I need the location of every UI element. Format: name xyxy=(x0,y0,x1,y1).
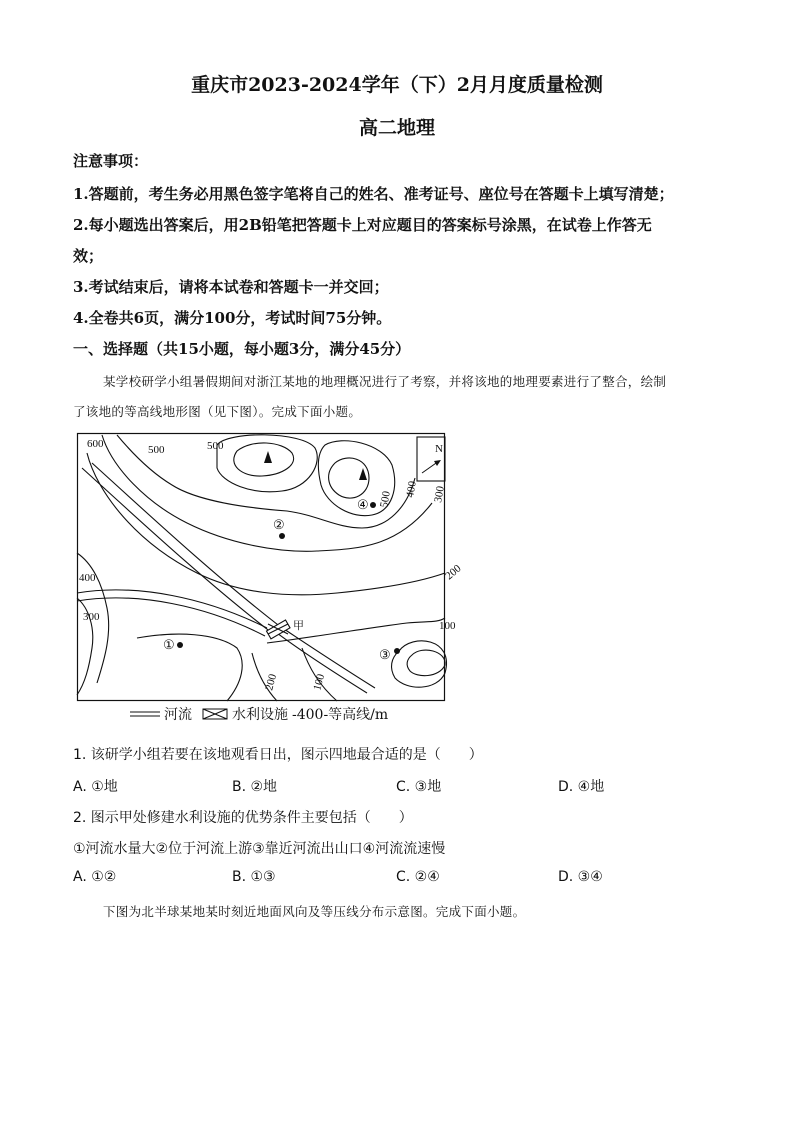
question-1-stem: 1. 该研学小组若要在该地观看日出，图示四地最合适的是（ ） xyxy=(73,747,483,763)
q1-option-c: C. ③地 xyxy=(396,779,442,795)
q2-option-d: D. ③④ xyxy=(558,869,603,885)
contour-label-500b: 500 xyxy=(207,440,224,452)
point-jia-label: 甲 xyxy=(293,620,304,632)
contour-label-200b: 200 xyxy=(263,672,280,692)
legend-facility: 水利设施 xyxy=(232,707,288,723)
point-1-label: ① xyxy=(163,637,175,652)
q2-option-c: C. ②④ xyxy=(396,869,440,885)
passage-1-line-1: 某学校研学小组暑假期间对浙江某地的地理概况进行了考察，并将该地的地理要素进行了整合，绘制 xyxy=(103,374,667,389)
contour-label-300b: 300 xyxy=(83,611,100,623)
q1-option-b: B. ②地 xyxy=(232,779,278,795)
section-heading: 一、选择题（共15小题，每小题3分，满分45分） xyxy=(73,340,411,358)
contour-label-100b: 100 xyxy=(311,672,328,692)
map-legend xyxy=(130,704,388,724)
point-2-label: ② xyxy=(273,517,285,532)
contour-label-600: 600 xyxy=(87,438,104,450)
contour-map xyxy=(77,433,464,701)
contour-label-400a: 400 xyxy=(404,480,419,499)
exam-title: 重庆市2023-2024学年（下）2月月度质量检测 xyxy=(191,74,603,96)
contour-label-100a: 100 xyxy=(439,620,456,632)
notice-item-1: 1.答题前，考生务必用黑色签字笔将自己的姓名、准考证号、座位号在答题卡上填写清楚； xyxy=(73,185,674,203)
river-legend-icon xyxy=(130,709,160,719)
point-4-label: ④ xyxy=(357,497,369,512)
notice-heading: 注意事项： xyxy=(73,152,149,170)
facility-legend-icon xyxy=(202,708,228,720)
passage-2: 下图为北半球某地某时刻近地面风向及等压线分布示意图。完成下面小题。 xyxy=(103,904,526,919)
contour-label-400b: 400 xyxy=(79,572,96,584)
contour-label-200a: 200 xyxy=(443,562,464,583)
q2-option-a: A. ①② xyxy=(73,869,117,885)
contour-label-500a: 500 xyxy=(148,444,165,456)
notice-item-3: 3.考试结束后，请将本试卷和答题卡一并交回； xyxy=(73,278,389,296)
contour-label-500c: 500 xyxy=(378,490,393,509)
notice-item-4: 4.全卷共6页，满分100分，考试时间75分钟。 xyxy=(73,309,392,327)
q1-option-a: A. ①地 xyxy=(73,779,118,795)
point-3-label: ③ xyxy=(379,647,391,662)
contour-label-300a: 300 xyxy=(432,485,447,504)
question-2-conditions: ①河流水量大②位于河流上游③靠近河流出山口④河流流速慢 xyxy=(73,841,446,857)
exam-subject: 高二地理 xyxy=(358,117,435,139)
passage-1-line-2: 了该地的等高线地形图（见下图）。完成下面小题。 xyxy=(73,404,362,419)
q2-option-b: B. ①③ xyxy=(232,869,276,885)
q1-option-d: D. ④地 xyxy=(558,779,605,795)
notice-item-2-cont: 效； xyxy=(73,247,104,265)
notice-item-2: 2.每小题选出答案后，用2B铅笔把答题卡上对应题目的答案标号涂黑，在试卷上作答无 xyxy=(73,216,652,234)
legend-contour: -400-等高线/m xyxy=(292,707,389,723)
north-label: N xyxy=(435,443,443,455)
question-2-stem: 2. 图示甲处修建水利设施的优势条件主要包括（ ） xyxy=(73,810,413,826)
legend-river: 河流 xyxy=(164,707,192,723)
